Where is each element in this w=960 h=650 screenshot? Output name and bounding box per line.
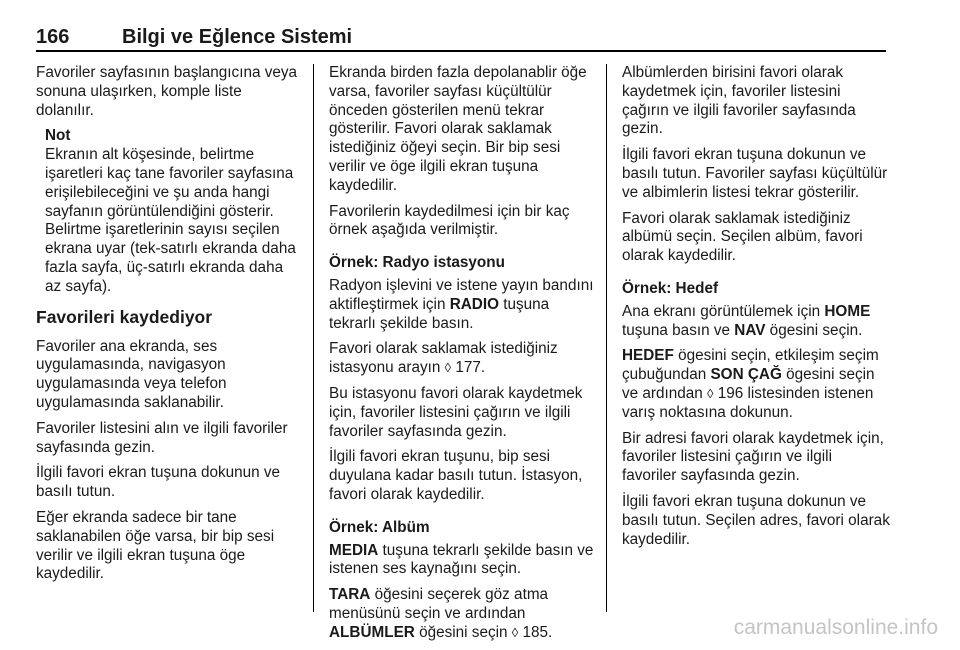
paragraph: İlgili favori ekran tuşuna dokunun ve basılı tutun. Favoriler sayfası küçültülür ve albimlerin listesi tekrar gösterilir.	[622, 146, 888, 201]
paragraph: Albümlerden birisini favori olarak kaydetmek için, favoriler listesini çağırın ve ilgili favoriler sayfasında gezin.	[622, 64, 856, 138]
paragraph: Favori olarak saklamak istediğiniz istasyonu arayın ◊ 177.	[329, 340, 558, 377]
paragraph: Favoriler listesini alın ve ilgili favoriler sayfasında gezin.	[36, 419, 288, 456]
key-hedef: HEDEF	[622, 347, 674, 365]
key-nav: NAV	[734, 321, 766, 339]
paragraph: İlgili favori ekran tuşuna dokunun ve basılı tutun. Seçilen adres, favori olarak kaydedilir.	[622, 492, 890, 548]
paragraph: Bir adresi favori olarak kaydetmek için, favoriler listesini çağırın ve ilgili favoriler sayfasında gezin.	[622, 429, 884, 485]
note-heading: Not	[45, 127, 71, 145]
page-reference-icon: ◊	[511, 624, 519, 640]
key-home: HOME	[824, 302, 871, 320]
column-divider-2	[606, 64, 607, 612]
paragraph: Ana ekranı görüntülemek için HOME tuşuna basın ve NAV ögesini seçin.	[622, 302, 871, 339]
key-albumler: ALBÜMLER	[329, 623, 415, 641]
key-media: MEDIA	[329, 541, 379, 559]
paragraph: Radyon işlevini ve istene yayın bandını aktifleştirmek için RADIO tuşuna tekrarlı şekilde basın.	[329, 276, 594, 332]
page-number: 166	[36, 26, 70, 48]
page-header	[36, 26, 886, 48]
key-radio: RADIO	[449, 295, 499, 313]
paragraph: İlgili favori ekran tuşunu, bip sesi duyulana kadar basılı tutun. İstasyon, favori olarak kaydedilir.	[329, 448, 583, 503]
example-heading-radio: Örnek: Radyo istasyonu	[329, 254, 505, 272]
note-box	[45, 127, 298, 296]
section-heading: Favorileri kaydediyor	[36, 306, 213, 327]
intro-paragraph: Favoriler sayfasının başlangıcına veya sonuna ulaşırken, komple liste dolanılır.	[36, 64, 298, 119]
note-text: Ekranın alt köşesinde, belirtme işaretleri kaç tane favoriler sayfasına erişilebileceğini ve şu anda hangi sayfanın görüntülendiğini gösterir. Belirtme işaretlerinin sayısı seçilen ekrana uyar (tek-satırlı ekranda daha fazla sayfa, üç-satırlı ekranda daha az sayfa).	[45, 146, 296, 295]
page-reference-icon: ◊	[707, 385, 714, 401]
column-1	[36, 64, 298, 591]
paragraph: HEDEF ögesini seçin, etkileşim seçim çubuğundan SON ÇAĞ ögesini seçin ve ardından ◊ 196 listesinden istenen varış noktasına dokunun.	[622, 347, 879, 421]
example-heading-album: Örnek: Albüm	[329, 518, 430, 536]
example-heading-destination: Örnek: Hedef	[622, 279, 719, 297]
watermark: carmanualsonline.info	[733, 616, 938, 639]
paragraph: Favori olarak saklamak istediğiniz albümü seçin. Seçilen albüm, favori olarak kaydedilir.	[622, 209, 863, 265]
column-2	[329, 64, 599, 650]
key-son-cag: SON ÇAĞ	[710, 366, 782, 384]
paragraph: MEDIA tuşuna tekrarlı şekilde basın ve istenen ses kaynağını seçin.	[329, 541, 594, 578]
key-tara: TARA	[329, 586, 371, 604]
paragraph: Favorilerin kaydedilmesi için bir kaç örnek aşağıda verilmiştir.	[329, 202, 570, 239]
column-3	[622, 64, 890, 556]
column-divider-1	[313, 64, 314, 612]
page-title: Bilgi ve Eğlence Sistemi	[122, 26, 353, 48]
header-rule	[36, 50, 886, 52]
paragraph: Favoriler ana ekranda, ses uygulamasında, navigasyon uygulamasında veya telefon uygulamasında saklanabilir.	[36, 337, 227, 411]
page-reference-icon: ◊	[444, 360, 452, 376]
paragraph: TARA öğesini seçerek göz atma menüsünü seçin ve ardından ALBÜMLER öğesini seçin ◊ 185.	[329, 586, 553, 641]
paragraph: Ekranda birden fazla depolanablir öğe varsa, favoriler sayfası küçültülür önceden gösterilen menü tekrar gösterilir. Favori olarak saklamak istediğiniz öğeyi seçin. Bir bip sesi verilir ve öge ilgili ekran tuşuna kaydedilir.	[329, 64, 587, 194]
paragraph: Bu istasyonu favori olarak kaydetmek için, favoriler listesini çağırın ve ilgili favoriler sayfasında gezin.	[329, 384, 583, 440]
paragraph: İlgili favori ekran tuşuna dokunun ve basılı tutun.	[36, 464, 281, 501]
paragraph: Eğer ekranda sadece bir tane saklanabilen öğe varsa, bir bip sesi verilir ve ilgili ekran tuşuna öge kaydedilir.	[36, 508, 275, 583]
